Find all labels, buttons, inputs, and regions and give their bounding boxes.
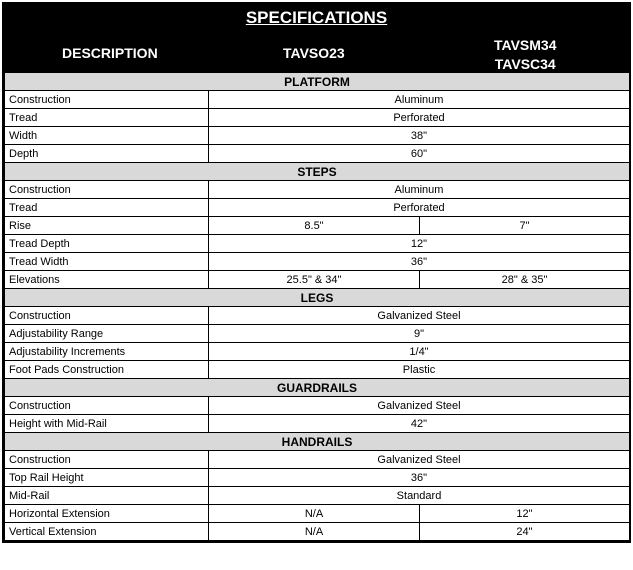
- table-row: [5, 199, 630, 217]
- table-row: [5, 109, 630, 127]
- page-title: SPECIFICATIONS: [245, 8, 388, 27]
- table-row: [5, 505, 630, 523]
- row-label: Top Rail Height: [5, 469, 209, 487]
- row-value-shared: 9": [209, 325, 630, 343]
- row-label: Foot Pads Construction: [5, 361, 209, 379]
- row-value-model1: N/A: [209, 523, 420, 541]
- spec-table-body: [5, 73, 630, 541]
- row-value-shared: 60": [209, 145, 630, 163]
- section-header-legs: [5, 289, 630, 307]
- table-row: [5, 217, 630, 235]
- table-row: [5, 271, 630, 289]
- table-row: [5, 343, 630, 361]
- row-value-shared: Galvanized Steel: [209, 397, 630, 415]
- row-label: Construction: [5, 397, 209, 415]
- table-row: [5, 91, 630, 109]
- row-value-shared: Aluminum: [209, 91, 630, 109]
- section-header-handrails: [5, 433, 630, 451]
- model2-header: [494, 36, 557, 74]
- section-header-platform: [5, 73, 630, 91]
- table-row: [5, 397, 630, 415]
- table-row: [5, 361, 630, 379]
- row-label: Depth: [5, 145, 209, 163]
- spec-table: [4, 72, 630, 541]
- row-label: Elevations: [5, 271, 209, 289]
- row-value-shared: 1/4": [209, 343, 630, 361]
- section-header-guardrails: [5, 379, 630, 397]
- row-label: Horizontal Extension: [5, 505, 209, 523]
- table-row: [5, 235, 630, 253]
- row-value-model2: 28" & 35": [420, 271, 630, 289]
- table-row: [5, 127, 630, 145]
- row-value-shared: 12": [209, 235, 630, 253]
- section-title: HANDRAILS: [5, 433, 630, 451]
- row-value-model2: 12": [420, 505, 630, 523]
- row-label: Tread: [5, 109, 209, 127]
- row-label: Construction: [5, 91, 209, 109]
- row-label: Width: [5, 127, 209, 145]
- table-row: [5, 325, 630, 343]
- row-label: Tread: [5, 199, 209, 217]
- section-title: PLATFORM: [5, 73, 630, 91]
- table-row: [5, 469, 630, 487]
- description-header: DESCRIPTION: [62, 45, 158, 61]
- spec-header: [4, 4, 629, 72]
- row-value-shared: 36": [209, 253, 630, 271]
- row-value-model1: 25.5" & 34": [209, 271, 420, 289]
- model2-header-line2: TAVSC34: [494, 56, 556, 72]
- row-value-shared: Aluminum: [209, 181, 630, 199]
- table-row: [5, 307, 630, 325]
- row-value-shared: 42": [209, 415, 630, 433]
- table-row: [5, 181, 630, 199]
- row-label: Adjustability Range: [5, 325, 209, 343]
- row-label: Construction: [5, 307, 209, 325]
- row-value-shared: Plastic: [209, 361, 630, 379]
- table-row: [5, 145, 630, 163]
- row-label: Height with Mid-Rail: [5, 415, 209, 433]
- row-value-shared: Standard: [209, 487, 630, 505]
- row-value-model2: 24": [420, 523, 630, 541]
- section-title: STEPS: [5, 163, 630, 181]
- section-title: LEGS: [5, 289, 630, 307]
- row-label: Construction: [5, 181, 209, 199]
- table-row: [5, 451, 630, 469]
- table-row: [5, 523, 630, 541]
- row-value-shared: 38": [209, 127, 630, 145]
- section-title: GUARDRAILS: [5, 379, 630, 397]
- section-header-steps: [5, 163, 630, 181]
- row-label: Tread Width: [5, 253, 209, 271]
- table-row: [5, 253, 630, 271]
- row-value-shared: Galvanized Steel: [209, 307, 630, 325]
- row-value-shared: Perforated: [209, 109, 630, 127]
- table-row: [5, 487, 630, 505]
- row-value-model1: N/A: [209, 505, 420, 523]
- row-label: Rise: [5, 217, 209, 235]
- row-value-shared: Galvanized Steel: [209, 451, 630, 469]
- row-value-model1: 8.5": [209, 217, 420, 235]
- table-row: [5, 415, 630, 433]
- row-label: Construction: [5, 451, 209, 469]
- row-label: Adjustability Increments: [5, 343, 209, 361]
- row-label: Vertical Extension: [5, 523, 209, 541]
- model2-header-line1: TAVSM34: [494, 37, 557, 53]
- spec-sheet: [2, 2, 631, 543]
- model1-header: TAVSO23: [283, 45, 345, 61]
- row-value-shared: Perforated: [209, 199, 630, 217]
- row-label: Tread Depth: [5, 235, 209, 253]
- row-label: Mid-Rail: [5, 487, 209, 505]
- row-value-model2: 7": [420, 217, 630, 235]
- row-value-shared: 36": [209, 469, 630, 487]
